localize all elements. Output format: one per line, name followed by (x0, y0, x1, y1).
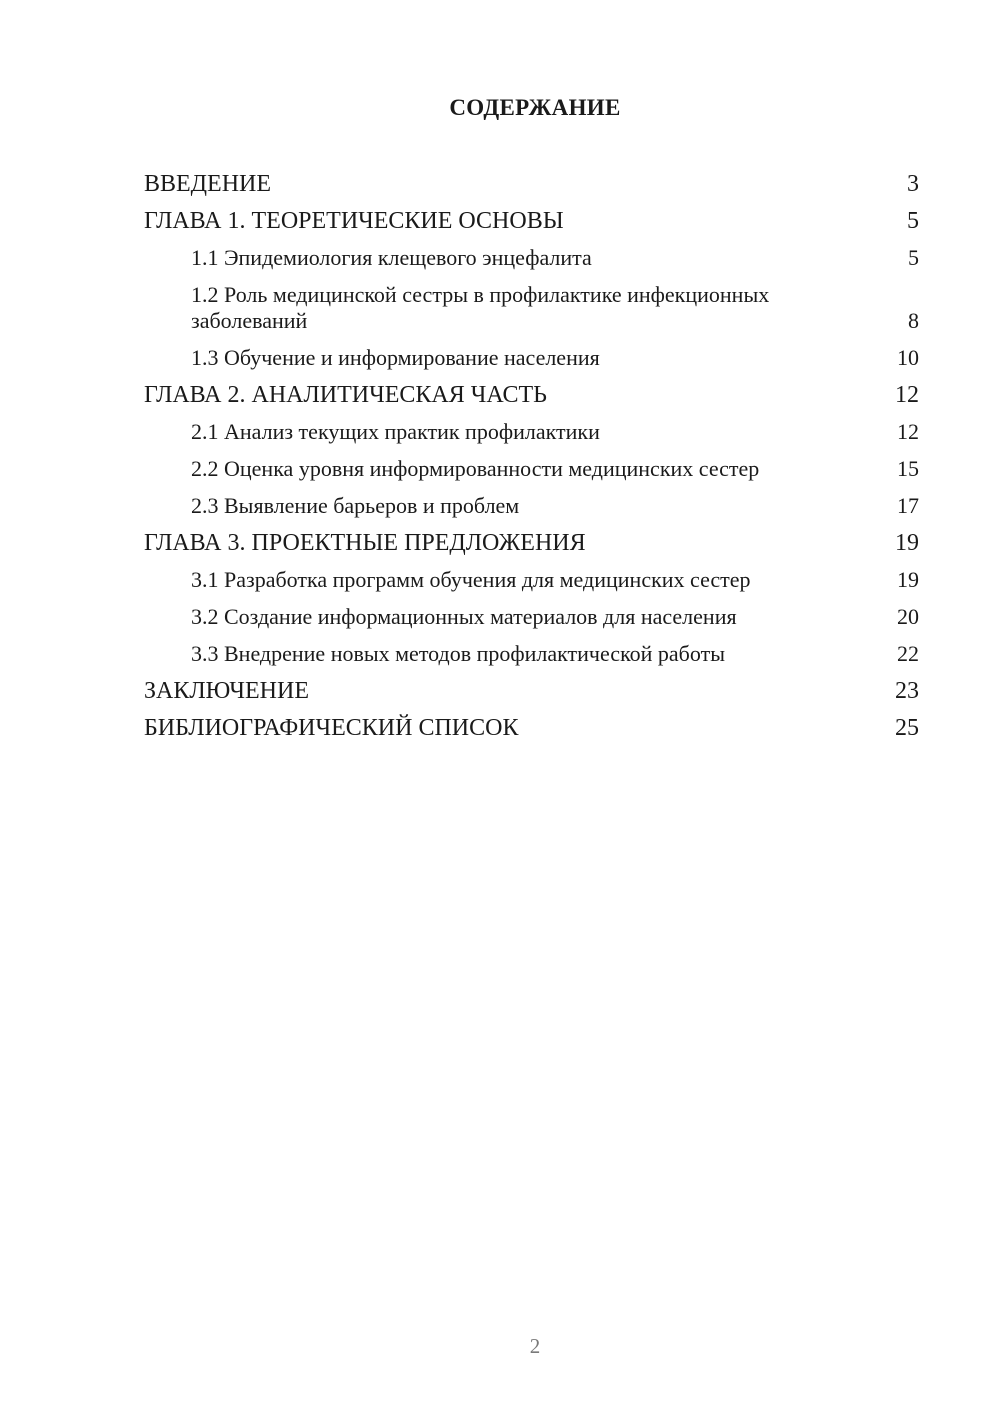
toc-entry-bibliography[interactable] (144, 712, 919, 749)
toc-entry-label: ГЛАВА 2. АНАЛИТИЧЕСКАЯ ЧАСТЬ (144, 382, 547, 408)
toc-entry-chapter-1[interactable] (144, 205, 919, 242)
toc-entry-page: 12 (897, 419, 919, 444)
toc-entry-page: 15 (897, 456, 919, 481)
toc-entry-label: ВВЕДЕНИЕ (144, 171, 272, 197)
toc-entry-section-2-1[interactable] (144, 416, 919, 453)
toc-entry-section-1-1[interactable] (144, 242, 919, 279)
toc-entry-section-2-2[interactable] (144, 453, 919, 490)
toc-entry-label: ЗАКЛЮЧЕНИЕ (144, 678, 309, 704)
table-of-contents (144, 168, 919, 749)
toc-entry-label: 2.3 Выявление барьеров и проблем (191, 493, 520, 518)
toc-entry-label: ГЛАВА 3. ПРОЕКТНЫЕ ПРЕДЛОЖЕНИЯ (144, 530, 586, 556)
toc-entry-chapter-3[interactable] (144, 527, 919, 564)
toc-entry-page: 19 (895, 530, 919, 556)
toc-entry-page: 20 (897, 604, 919, 629)
toc-entry-section-2-3[interactable] (144, 490, 919, 527)
toc-entry-page: 12 (895, 382, 919, 408)
toc-entry-section-1-2[interactable] (144, 279, 919, 342)
toc-entry-page: 3 (907, 171, 919, 197)
toc-entry-section-3-2[interactable] (144, 601, 919, 638)
toc-entry-page: 5 (908, 245, 919, 270)
toc-entry-page: 10 (897, 345, 919, 370)
toc-entry-label: 1.1 Эпидемиология клещевого энцефалита (191, 245, 592, 270)
toc-entry-label: 2.2 Оценка уровня информированности медицинских сестер (191, 456, 760, 481)
toc-entry-label: 3.3 Внедрение новых методов профилактической работы (191, 641, 725, 666)
toc-entry-section-1-3[interactable] (144, 342, 919, 379)
toc-entry-page: 5 (907, 208, 919, 234)
toc-entry-label: БИБЛИОГРАФИЧЕСКИЙ СПИСОК (144, 715, 519, 741)
page-number: 2 (529, 1334, 541, 1358)
toc-entry-section-3-3[interactable] (144, 638, 919, 675)
page-title: СОДЕРЖАНИЕ (449, 95, 621, 120)
toc-entry-label: 2.1 Анализ текущих практик профилактики (191, 419, 600, 444)
toc-entry-label: 1.3 Обучение и информирование населения (191, 345, 600, 370)
toc-entry-page: 17 (897, 493, 919, 518)
toc-entry-page: 25 (895, 715, 919, 741)
toc-entry-label: 3.2 Создание информационных материалов для населения (191, 604, 737, 629)
toc-entry-conclusion[interactable] (144, 675, 919, 712)
toc-entry-page: 19 (897, 567, 919, 592)
toc-entry-label: 3.1 Разработка программ обучения для медицинских сестер (191, 567, 751, 592)
toc-entry-introduction[interactable] (144, 168, 919, 205)
toc-entry-label: 1.2 Роль медицинской сестры в профилактике инфекционных заболеваний (191, 282, 770, 333)
toc-entry-chapter-2[interactable] (144, 379, 919, 416)
toc-entry-page: 8 (908, 308, 919, 333)
toc-entry-label: ГЛАВА 1. ТЕОРЕТИЧЕСКИЕ ОСНОВЫ (144, 208, 564, 234)
toc-entry-page: 22 (897, 641, 919, 666)
toc-entry-page: 23 (895, 678, 919, 704)
toc-entry-section-3-1[interactable] (144, 564, 919, 601)
